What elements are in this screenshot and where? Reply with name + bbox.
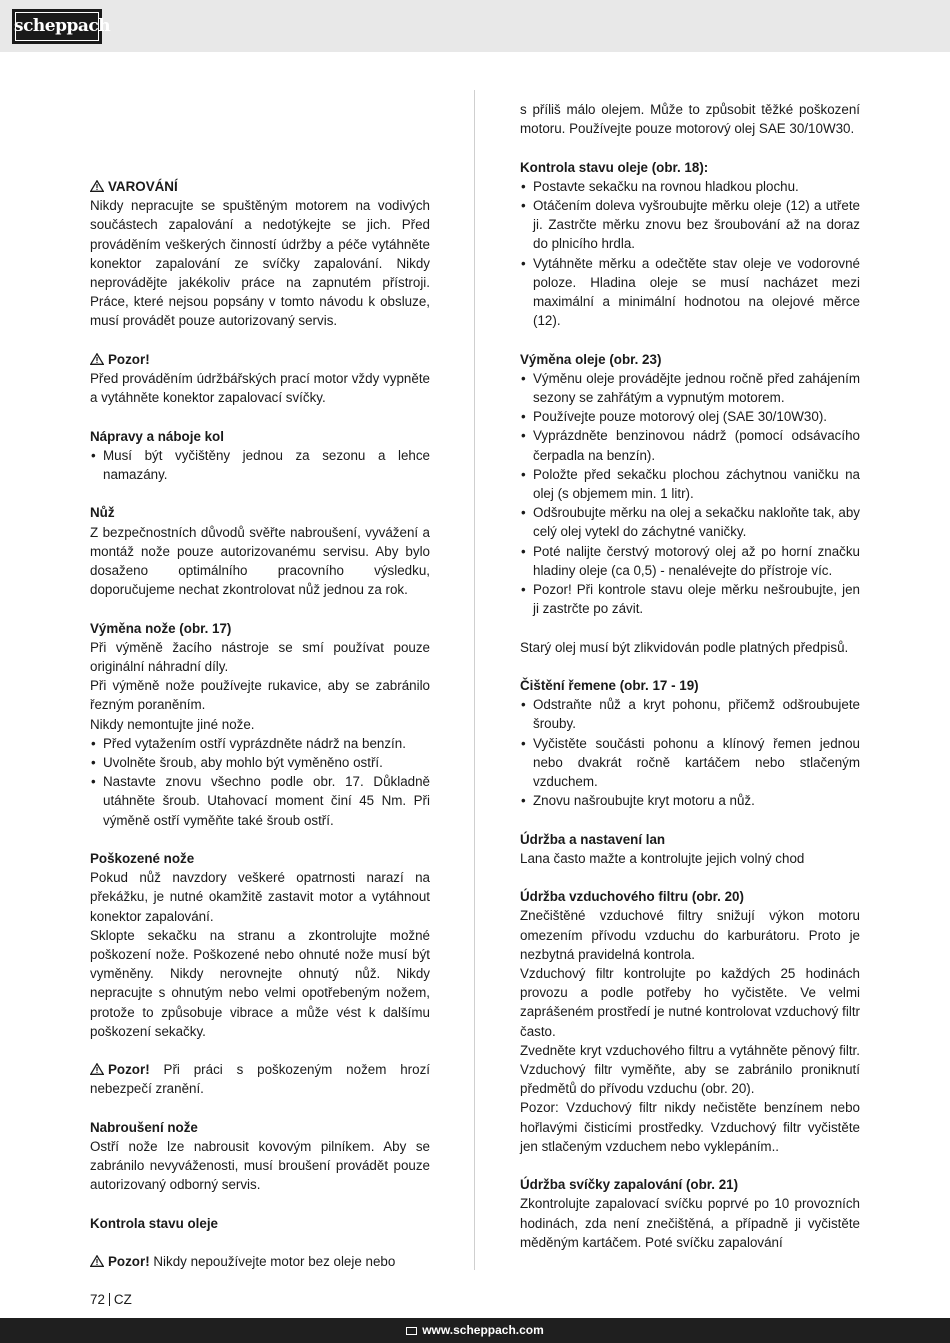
list-item: • Před vytažením ostří vyprázdněte nádrž na benzín.	[90, 734, 430, 753]
vymena-noze-heading: Výměna nože (obr. 17)	[90, 620, 232, 636]
list-item: • Znovu našroubujte kryt motoru a nůž.	[520, 791, 860, 810]
computer-icon	[406, 1327, 417, 1335]
warning-triangle-icon	[90, 1063, 104, 1075]
lana-heading: Údržba a nastavení lan	[520, 831, 666, 847]
pozor-text-1: Před prováděním údržbářských prací motor vždy vypněte a vytáhněte konektor zapalovací svíčky.	[90, 371, 430, 406]
column-divider	[474, 90, 475, 1270]
list-item: • Otáčením doleva vyšroubujte měrku oleje (12) a utřete ji. Zastrčte měrku znovu bez šroubování až na doraz do plnicího hrdla.	[520, 196, 860, 254]
list-item: • Uvolněte šroub, aby mohlo být vyměněno ostří.	[90, 753, 430, 772]
paragraph: Při výměně nože používejte rukavice, aby se zabránilo řezným poraněním.	[90, 678, 430, 713]
cisteni-list	[520, 695, 860, 810]
list-item: • Pozor! Při kontrole stavu oleje měrku nešroubujte, jen ji zastrčte po závit.	[520, 580, 860, 618]
nuz-heading: Nůž	[90, 505, 115, 521]
paragraph: Vzduchový filtr kontrolujte po každých 25 hodinách provozu a podle potřeby ho vyčistěte. Ve velmi zaprášeném prostředí je nutné kontrolovat vzduchový filtr často.	[520, 966, 860, 1039]
warning-text: Nikdy nepracujte se spuštěným motorem na vodivých součástech zapalování a nedotýkejte se jich. Před prováděním veškerých činností údržby a péče vytáhněte konektor zapalování ze svíčky zapalování. Nikdy neprovádějte jakékoliv práce na zapnutém přístroji. Práce, které nejsou popsány v tomto návodu k obsluze, musí provádět pouze autorizovaný servis.	[90, 198, 430, 329]
kontrola-oleje-heading: Kontrola stavu oleje	[90, 1215, 218, 1231]
page-number: 72 CZ	[90, 1292, 132, 1307]
svicka-heading: Údržba svíčky zapalování (obr. 21)	[520, 1177, 739, 1193]
paragraph: Zvedněte kryt vzduchového filtru a vytáhněte pěnový filtr. Vzduchový filtr vyměňte, aby se zabránilo proniknutí předmětů do přívodu vzduchu (obr. 20).	[520, 1042, 860, 1097]
pozor-note-3: Pozor! Nikdy nepoužívejte motor bez oleje nebo	[90, 1252, 430, 1271]
list-item: • Položte před sekačku plochou záchytnou vaničku na olej (s objemem min. 1 litr).	[520, 465, 860, 503]
nabrouseni-text: Ostří nože lze nabrousit kovovým pilníkem. Aby se zabránilo nevyváženosti, musí broušení provádět pouze autorizovaný odborný servis.	[90, 1139, 430, 1193]
vymena-oleje-heading: Výměna oleje (obr. 23)	[520, 351, 662, 367]
pozor-heading-1: Pozor!	[90, 350, 430, 369]
list-item: • Vytáhněte měrku a odečtěte stav oleje ve vodorovné poloze. Hladina oleje se musí nacházet mezi maximální a minimální hodnotou na olejové měrce (12).	[520, 254, 860, 331]
lana-text: Lana často mažte a kontrolujte jejich volný chod	[520, 850, 805, 866]
nabrouseni-heading: Nabroušení nože	[90, 1119, 198, 1135]
paragraph: Při výměně žacího nástroje se smí používat pouze originální náhradní díly.	[90, 639, 430, 675]
list-item: • Odstraňte nůž a kryt pohonu, přičemž odšroubujete šrouby.	[520, 695, 860, 733]
poskozene-noze-heading: Poškozené nože	[90, 851, 195, 867]
website-link[interactable]: www.scheppach.com	[422, 1323, 544, 1337]
list-item: • Postavte sekačku na rovnou hladkou plochu.	[520, 177, 860, 196]
header-bar	[0, 0, 950, 52]
footer-bar	[0, 1318, 950, 1343]
paragraph: Sklopte sekačku na stranu a zkontrolujte možné poškození nože. Poškozené nebo ohnuté nože musí být vyměněny. Nikdy nerovnejte ohnutý nůž. Nikdy nepracujte s ohnutým nebo velmi opotřebeným nožem, protože to způsobuje vibrace a může vést k dalšímu poškození sekačky.	[90, 927, 430, 1039]
svicka-text: Zkontrolujte zapalovací svíčku poprvé po 10 provozních hodinách, zda není znečištěná, a případně ji vyčistěte měděným kartáčem. Poté svíčku zapalování	[520, 1196, 860, 1250]
paragraph: Pozor: Vzduchový filtr nikdy nečistěte benzínem nebo hořlavými čisticími prostředky. Vzduchový filtr vyčistěte jen stlačeným vzduchem nebo vyklepáním..	[520, 1100, 860, 1154]
list-item: • Používejte pouze motorový olej (SAE 30/10W30).	[520, 407, 860, 426]
pozor-note-2: Pozor! Při práci s poškozeným nožem hrozí nebezpečí zranění.	[90, 1062, 430, 1097]
nuz-text: Z bezpečnostních důvodů svěřte nabroušení, vyvážení a montáž nože pouze autorizovanému servisu. Aby bylo dosaženo optimálního pracovního výsledku, doporučujeme nechat zkontrolovat nůž jednou za rok.	[90, 524, 430, 598]
left-column	[90, 177, 430, 1271]
list-item: • Odšroubujte měrku na olej a sekačku nakloňte tak, aby celý olej vytekl do záchytné vaničky.	[520, 503, 860, 541]
paragraph: Pokud nůž navzdory veškeré opatrnosti narazí na překážku, je nutné okamžitě zastavit motor a vytáhnout konektor zapalování.	[90, 870, 430, 924]
continuation-text: s příliš málo olejem. Může to způsobit těžké poškození motoru. Používejte pouze motorový olej SAE 30/10W30.	[520, 102, 860, 137]
filtr-heading: Údržba vzduchového filtru (obr. 20)	[520, 889, 744, 905]
cisteni-remene-heading: Čištění řemene (obr. 17 - 19)	[520, 678, 699, 694]
warning-triangle-icon	[90, 353, 104, 365]
right-column	[520, 100, 860, 1252]
kontrola-stavu-heading: Kontrola stavu oleje (obr. 18):	[520, 159, 709, 175]
list-item: • Poté nalijte čerstvý motorový olej až po horní značku hladiny oleje (ca 0,5) - nenalévejte do přístroje víc.	[520, 542, 860, 580]
list-item: • Nastavte znovu všechno podle obr. 17. Důkladně utáhněte šroub. Utahovací moment činí 45 Nm. Při výměně ostří vyměňte také šroub ostří.	[90, 772, 430, 830]
warning-triangle-icon	[90, 1255, 104, 1267]
kontrola-list	[520, 177, 860, 331]
vymena-oleje-list	[520, 369, 860, 619]
list-item: • Vyčistěte součásti pohonu a klínový řemen jednou nebo dvakrát ročně kartáčem nebo stlačeným vzduchem.	[520, 734, 860, 792]
napravy-list	[90, 446, 430, 484]
napravy-heading: Nápravy a náboje kol	[90, 428, 224, 444]
warning-heading: VAROVÁNÍ	[90, 177, 430, 196]
scheppach-logo: scheppach	[12, 9, 102, 44]
stary-olej-text: Starý olej musí být zlikvidován podle platných předpisů.	[520, 639, 849, 655]
paragraph: Znečištěné vzduchové filtry snižují výkon motoru omezením přívodu vzduchu do karburátoru. Proto je nezbytná pravidelná kontrola.	[520, 908, 860, 962]
vymena-noze-list	[90, 734, 430, 830]
list-item: • Vyprázdněte benzinovou nádrž (pomocí odsávacího čerpadla na benzín).	[520, 426, 860, 464]
list-item: • Musí být vyčištěny jednou za sezonu a lehce namazány.	[90, 446, 430, 484]
warning-triangle-icon	[90, 180, 104, 192]
list-item: • Výměnu oleje provádějte jednou ročně před zahájením sezony se zahřátým a vypnutým motorem.	[520, 369, 860, 407]
paragraph: Nikdy nemontujte jiné nože.	[90, 716, 255, 732]
